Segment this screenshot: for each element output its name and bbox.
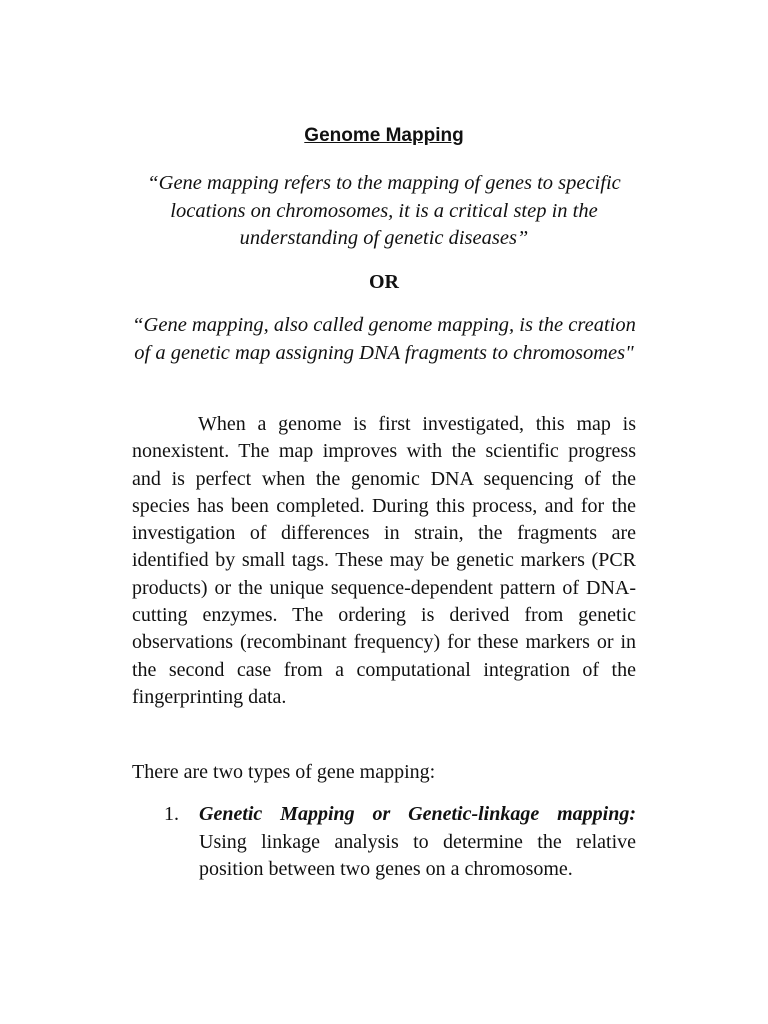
list-number: 1. [164, 803, 179, 825]
body-paragraph: When a genome is first investigated, this map is nonexistent. The map improves with the scientific progress and is perfect when the genomic DNA sequencing of the species has been completed. During this process, and for the investigation of differences in strain, the fragments are identified by small tags. These may be genetic markers (PCR products) or the unique sequence-dependent pattern of DNA-cutting enzymes. The ordering is derived from genetic observations (recombinant frequency) for these markers or in the second case from a computational integration of the fingerprinting data. [132, 413, 636, 708]
list-intro: There are two types of gene mapping: [132, 761, 436, 783]
document-title: Genome Mapping [304, 125, 464, 146]
list-body [199, 801, 636, 884]
definition-quote-1: “Gene mapping refers to the mapping of genes to specific locations on chromosomes, it is a critical step in the understanding of genetic diseases” [147, 172, 621, 249]
list-text: Using linkage analysis to determine the relative position between two genes on a chromosome. [199, 830, 636, 880]
list-item [132, 801, 636, 884]
list-heading: Genetic Mapping or Genetic-linkage mapping: [199, 803, 636, 825]
definition-quote-2: “Gene mapping, also called genome mapping, is the creation of a genetic map assigning DNA fragments to chromosomes" [132, 314, 636, 364]
or-separator: OR [369, 271, 399, 293]
